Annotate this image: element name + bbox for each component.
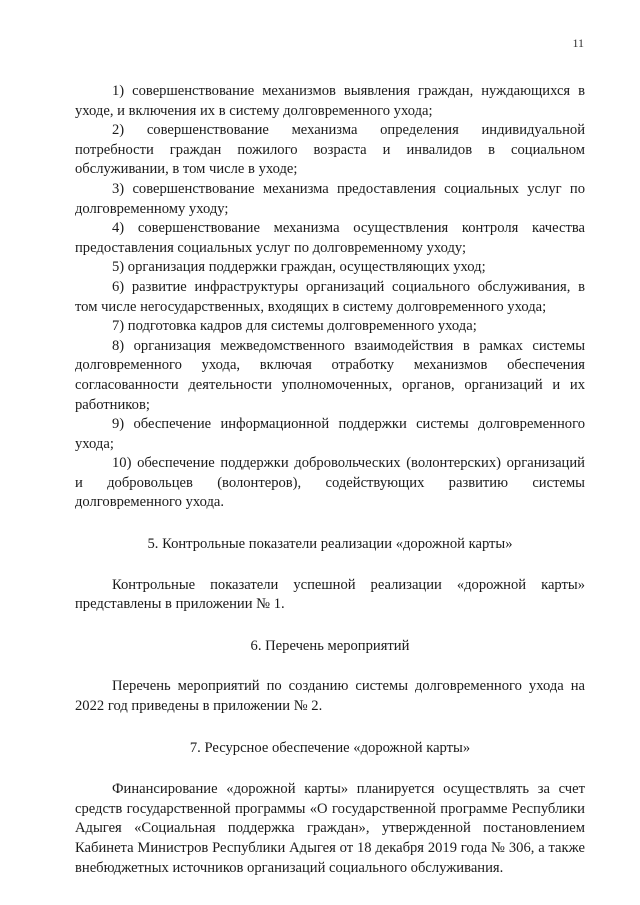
- task-item-8: 8) организация межведомственного взаимодействия в рамках системы долговременного ухода, включая отработку механизмов обеспечения согласованности деятельности уполномоченных, органов, организаций и их работников;: [75, 337, 585, 413]
- section-6-heading: 6. Перечень мероприятий: [250, 637, 410, 654]
- task-item-4: 4) совершенствование механизма осуществления контроля качества предоставления социальных услуг по долговременному уходу;: [75, 220, 585, 256]
- section-7-text: Финансирование «дорожной карты» планируется осуществлять за счет средств государственной программы «О государственной программе Республики Адыгея «Социальная поддержка граждан», утвержденной постановлением Кабинета Министров Республики Адыгея от 18 декабря 2019 года № 306, а также внебюджетных источников организаций социального обслуживания.: [75, 781, 585, 876]
- task-item-5: 5) организация поддержки граждан, осуществляющих уход;: [112, 259, 486, 276]
- section-5-text: Контрольные показатели успешной реализации «дорожной карты» представлены в приложении № 1.: [75, 576, 585, 613]
- section-7-heading: 7. Ресурсное обеспечение «дорожной карты»: [189, 739, 471, 756]
- task-item-3: 3) совершенствование механизма предоставления социальных услуг по долговременному уходу;: [75, 180, 585, 217]
- page-content: [75, 82, 585, 878]
- section-6-text: Перечень мероприятий по созданию системы долговременного ухода на 2022 год приведены в приложении № 2.: [75, 678, 585, 715]
- task-item-1: 1) совершенствование механизмов выявления граждан, нуждающихся в уходе, и включения их в систему долговременного ухода;: [75, 83, 585, 119]
- task-item-10: 10) обеспечение поддержки добровольческих (волонтерских) организаций и добровольцев (волонтеров), содействующих развитию системы долговременного ухода.: [75, 455, 585, 511]
- task-item-6: 6) развитие инфраструктуры организаций социального обслуживания, в том числе негосударственных, входящих в систему долговременного ухода;: [75, 278, 585, 315]
- task-item-7: 7) подготовка кадров для системы долговременного ухода;: [112, 318, 477, 335]
- task-item-9: 9) обеспечение информационной поддержки системы долговременного ухода;: [75, 416, 585, 452]
- page-number: 11: [572, 36, 584, 50]
- tasks-list: [75, 82, 585, 513]
- task-item-2: 2) совершенствование механизма определения индивидуальной потребности граждан пожилого возраста и инвалидов в социальном обслуживании, в том числе в уходе;: [75, 122, 585, 178]
- section-5-heading: 5. Контрольные показатели реализации «дорожной карты»: [147, 536, 513, 553]
